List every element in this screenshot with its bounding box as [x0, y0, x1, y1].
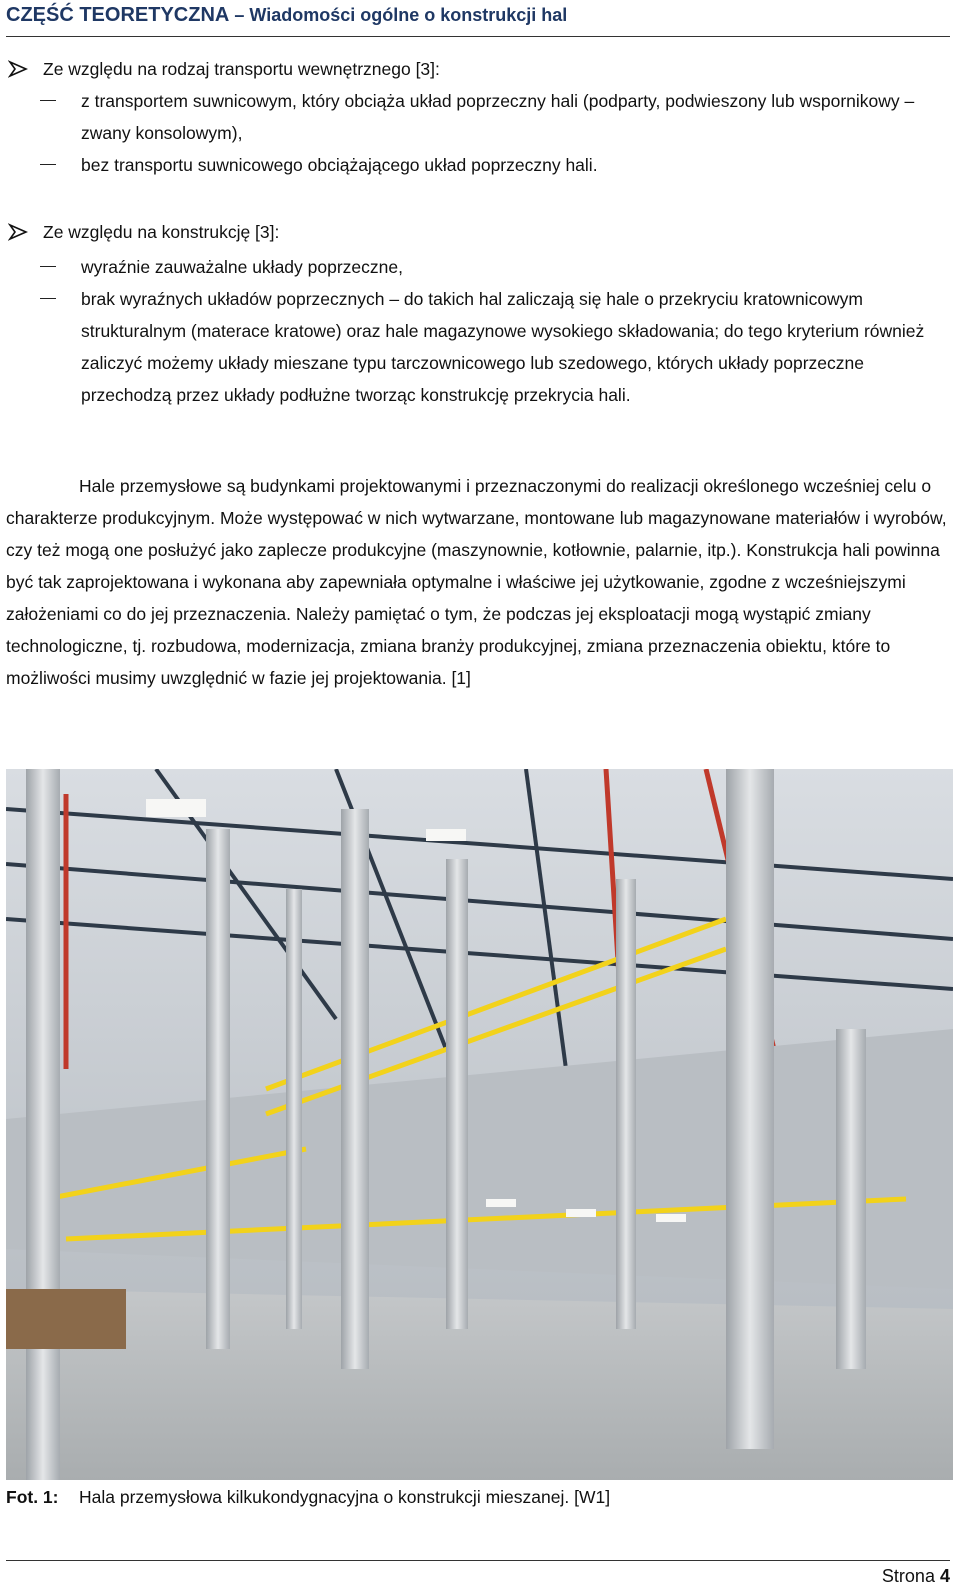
- page-footer: [6, 1560, 950, 1586]
- page-number: [882, 1566, 950, 1587]
- dash-bullet-icon: [40, 266, 56, 267]
- arrowhead-bullet-icon: [8, 216, 30, 248]
- list-item: [40, 251, 940, 283]
- body-paragraph: Hale przemysłowe są budynkami projektowanymi i przeznaczonymi do realizacji określonego wcześniej celu o charakterze produkcyjnym. Może występować w nich wytwarzane, montowane lub magazynowane materiałów i wyrobów, czy też mogą one posłużyć jako zaplecze produkcyjne (maszynownie, kotłownie, palarnie, itp.). Konstrukcja hali powinna być tak zaprojektowana i wykonana aby zapewniała optymalne i właściwe jej użytkowanie, zgodne z wcześniejszymi założeniami co do jej przeznaczenia. Należy pamiętać o tym, że podczas jej eksploatacji mogą wystąpić zmiany technologiczne, tj. rozbudowa, modernizacja, zmiana branży produkcyjnej, zmiana przeznaczenia obiektu, które to możliwości musimy uwzględnić w fazie jej projektowania. [1]: [6, 476, 947, 688]
- page-label: Strona: [881, 1566, 935, 1586]
- header-title: CZĘŚĆ TEORETYCZNA: [6, 4, 230, 26]
- list-item: [40, 283, 940, 443]
- list-item-text: brak wyraźnych układów poprzecznych – do takich hal zaliczają się hale o przekryciu kratownicowym strukturalnym (materace kratowe) oraz hale magazynowe wysokiego składowania; do tego kryterium również zaliczyć możemy układy mieszane typu tarczownicowego lub szedowego, których układy poprzeczne przechodzą przez układy podłużne tworząc konstrukcję przekrycia hali.: [81, 289, 925, 405]
- list-item: [40, 149, 940, 181]
- dash-bullet-icon: [40, 164, 56, 165]
- warehouse-hall-photo: [6, 769, 953, 1480]
- page-header: [6, 0, 950, 37]
- dash-bullet-icon: [40, 100, 56, 101]
- section-title: Ze względu na rodzaj transportu wewnętrznego [3]:: [43, 59, 440, 79]
- photo-caption: [6, 1481, 610, 1513]
- list-item-text: bez transportu suwnicowego obciążającego układ poprzeczny hali.: [81, 155, 598, 175]
- header-title-line: [6, 4, 567, 27]
- caption-text: Hala przemysłowa kilkukondygnacyjna o konstrukcji mieszanej. [W1]: [79, 1487, 611, 1507]
- header-subtitle: Wiadomości ogólne o konstrukcji hal: [249, 5, 568, 25]
- section-title: Ze względu na konstrukcję [3]:: [43, 222, 280, 242]
- arrowhead-bullet-icon: [8, 53, 30, 85]
- list-item: [40, 85, 940, 149]
- page-number-value: 4: [939, 1566, 950, 1586]
- list-item-text: wyraźnie zauważalne układy poprzeczne,: [81, 257, 403, 277]
- header-separator: –: [229, 5, 250, 25]
- caption-label: Fot. 1:: [6, 1487, 59, 1507]
- dash-bullet-icon: [40, 298, 56, 299]
- list-item-text: z transportem suwnicowym, który obciąża układ poprzeczny hali (podparty, podwieszony lub wspornikowy – zwany konsolowym),: [81, 91, 915, 143]
